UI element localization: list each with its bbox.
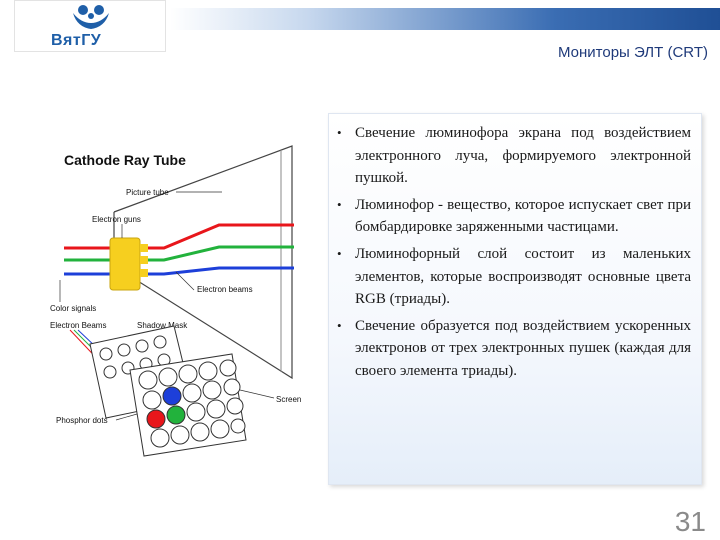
crt-diagram: [44, 140, 320, 458]
green-phosphor-dot: [167, 406, 185, 424]
phosphor-dots-screen: [130, 354, 246, 456]
red-beam: [64, 225, 294, 248]
bullet-dot-icon: •: [337, 245, 342, 261]
page-number: 31: [674, 506, 706, 537]
diagram-title: Cathode Ray Tube: [64, 152, 186, 168]
label-electron-guns: Electron guns: [92, 215, 141, 224]
label-electron-beams-small: Electron Beams: [50, 321, 107, 330]
label-picture-tube: Picture tube: [126, 188, 169, 197]
bullet-text: Люминофорный слой состоит из маленьких элементов, которые воспроизводят основные цвета RGB (триады).: [355, 245, 691, 308]
slide-title: Мониторы ЭЛТ (CRT): [557, 44, 708, 61]
bullet-item: [337, 315, 691, 383]
label-screen: Screen: [276, 395, 302, 404]
university-emblem-icon: [15, 1, 167, 35]
red-phosphor-dot: [147, 410, 165, 428]
bullet-dot-icon: •: [337, 196, 342, 212]
blue-phosphor-dot: [163, 387, 181, 405]
header-gradient-bar: [170, 8, 720, 30]
label-phosphor-dots: Phosphor dots: [56, 416, 108, 425]
blue-beam: [64, 268, 294, 274]
content-box: [328, 113, 702, 485]
electron-gun-block: [110, 238, 140, 290]
bullet-dot-icon: •: [337, 317, 342, 333]
label-color-signals: Color signals: [50, 304, 97, 313]
label-electron-beams: Electron beams: [197, 285, 253, 294]
bullet-item: [337, 194, 691, 239]
bullet-dot-icon: •: [337, 125, 342, 140]
bullet-item: [337, 243, 691, 311]
bullet-list: [337, 122, 691, 383]
bullet-text: Свечение образуется под воздействием ускоренных электронов от трех электронных пушек (каждая для своего элемента триады).: [355, 317, 691, 379]
bullet-item: [337, 122, 691, 190]
bullet-text: Свечение люминофора экрана под воздействием электронного луча, формируемого электронной пушкой.: [355, 125, 691, 187]
logo-text: ВятГУ: [51, 32, 102, 49]
logo: [14, 0, 166, 52]
bullet-text: Люминофор - вещество, которое испускает свет при бомбардировке заряженными частицами.: [355, 196, 691, 236]
label-shadow-mask: Shadow Mask: [137, 321, 188, 330]
